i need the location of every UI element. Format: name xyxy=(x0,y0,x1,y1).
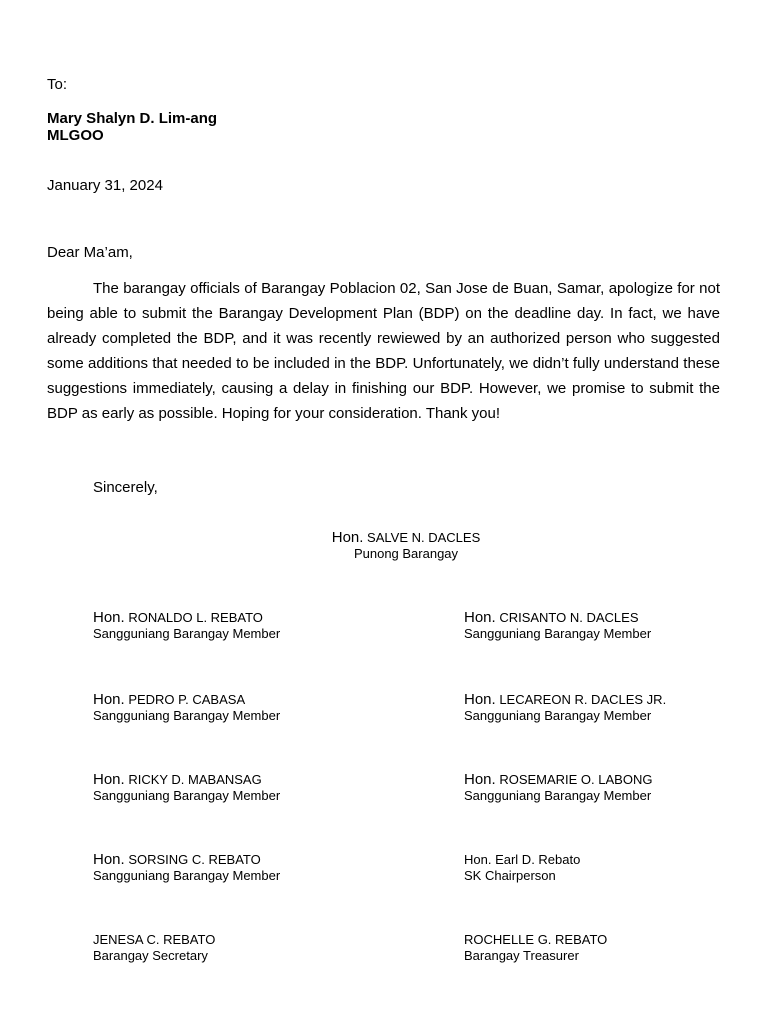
signatory-name: ROSEMARIE O. LABONG xyxy=(499,772,653,787)
signatory-role: Barangay Treasurer xyxy=(464,948,579,963)
signatory-name: RONALDO L. REBATO xyxy=(128,610,263,625)
signatory-prefix: Hon. xyxy=(93,771,125,788)
signatory-left-2 xyxy=(93,692,280,724)
signatory-name: Hon. Earl D. Rebato xyxy=(464,852,581,867)
signatory-prefix: Hon. xyxy=(464,609,496,626)
signatory-name: RICKY D. MABANSAG xyxy=(128,772,262,787)
letter-body: The barangay officials of Barangay Poblacion 02, San Jose de Buan, Samar, apologize for not being able to submit the Barangay Development Plan (BDP) on the deadline day. In fact, we have already completed the BDP, and it was recently rewiewed by an authorized person who suggested some additions that needed to be included in the BDP. Unfortunately, we didn’t fully understand these suggestions immediately, causing a delay in finishing our BDP. However, we promise to submit the BDP as early as possible. Hoping for your consideration. Thank you! xyxy=(47,280,720,422)
signatory-prefix: Hon. xyxy=(93,609,125,626)
letter-date: January 31, 2024 xyxy=(47,177,163,194)
signatory-punong-barangay xyxy=(0,530,768,562)
signatory-right-1 xyxy=(464,610,651,642)
signatory-right-3 xyxy=(464,772,652,804)
signatory-right-2 xyxy=(464,692,666,724)
closing: Sincerely, xyxy=(93,479,158,496)
signatory-prefix: Hon. xyxy=(464,771,496,788)
signatory-left-4 xyxy=(93,852,280,884)
signatory-name: ROCHELLE G. REBATO xyxy=(464,932,608,947)
signatory-prefix: Hon. xyxy=(93,851,125,868)
signatory-name: LECAREON R. DACLES JR. xyxy=(499,692,667,707)
signatory-treasurer xyxy=(464,932,607,964)
signatory-role: Sangguniang Barangay Member xyxy=(93,788,281,803)
signatory-role: Barangay Secretary xyxy=(93,948,208,963)
signatory-role: Sangguniang Barangay Member xyxy=(93,626,281,641)
recipient-title: MLGOO xyxy=(47,127,104,144)
signatory-prefix: Hon. xyxy=(464,691,496,708)
recipient-name: Mary Shalyn D. Lim-ang xyxy=(47,110,218,127)
signatory-left-3 xyxy=(93,772,280,804)
signatory-role: Sangguniang Barangay Member xyxy=(464,788,652,803)
salutation: Dear Ma’am, xyxy=(47,244,133,261)
signatory-name: PEDRO P. CABASA xyxy=(128,692,246,707)
signatory-role: Punong Barangay xyxy=(353,546,459,561)
signatory-role: Sangguniang Barangay Member xyxy=(93,868,281,883)
signatory-name: SORSING C. REBATO xyxy=(128,852,261,867)
signatory-left-1 xyxy=(93,610,280,642)
signatory-role: Sangguniang Barangay Member xyxy=(464,708,652,723)
signatory-name: CRISANTO N. DACLES xyxy=(499,610,639,625)
signatory-role: Sangguniang Barangay Member xyxy=(464,626,652,641)
signatory-prefix: Hon. xyxy=(93,691,125,708)
to-label: To: xyxy=(47,76,68,93)
signatory-prefix: Hon. xyxy=(331,529,364,546)
signatory-secretary xyxy=(93,932,215,964)
signatory-sk-chairperson xyxy=(464,852,580,884)
signatory-role: Sangguniang Barangay Member xyxy=(93,708,281,723)
signatory-role: SK Chairperson xyxy=(464,868,556,883)
signatory-name: JENESA C. REBATO xyxy=(93,932,216,947)
signatory-name: SALVE N. DACLES xyxy=(367,530,481,545)
